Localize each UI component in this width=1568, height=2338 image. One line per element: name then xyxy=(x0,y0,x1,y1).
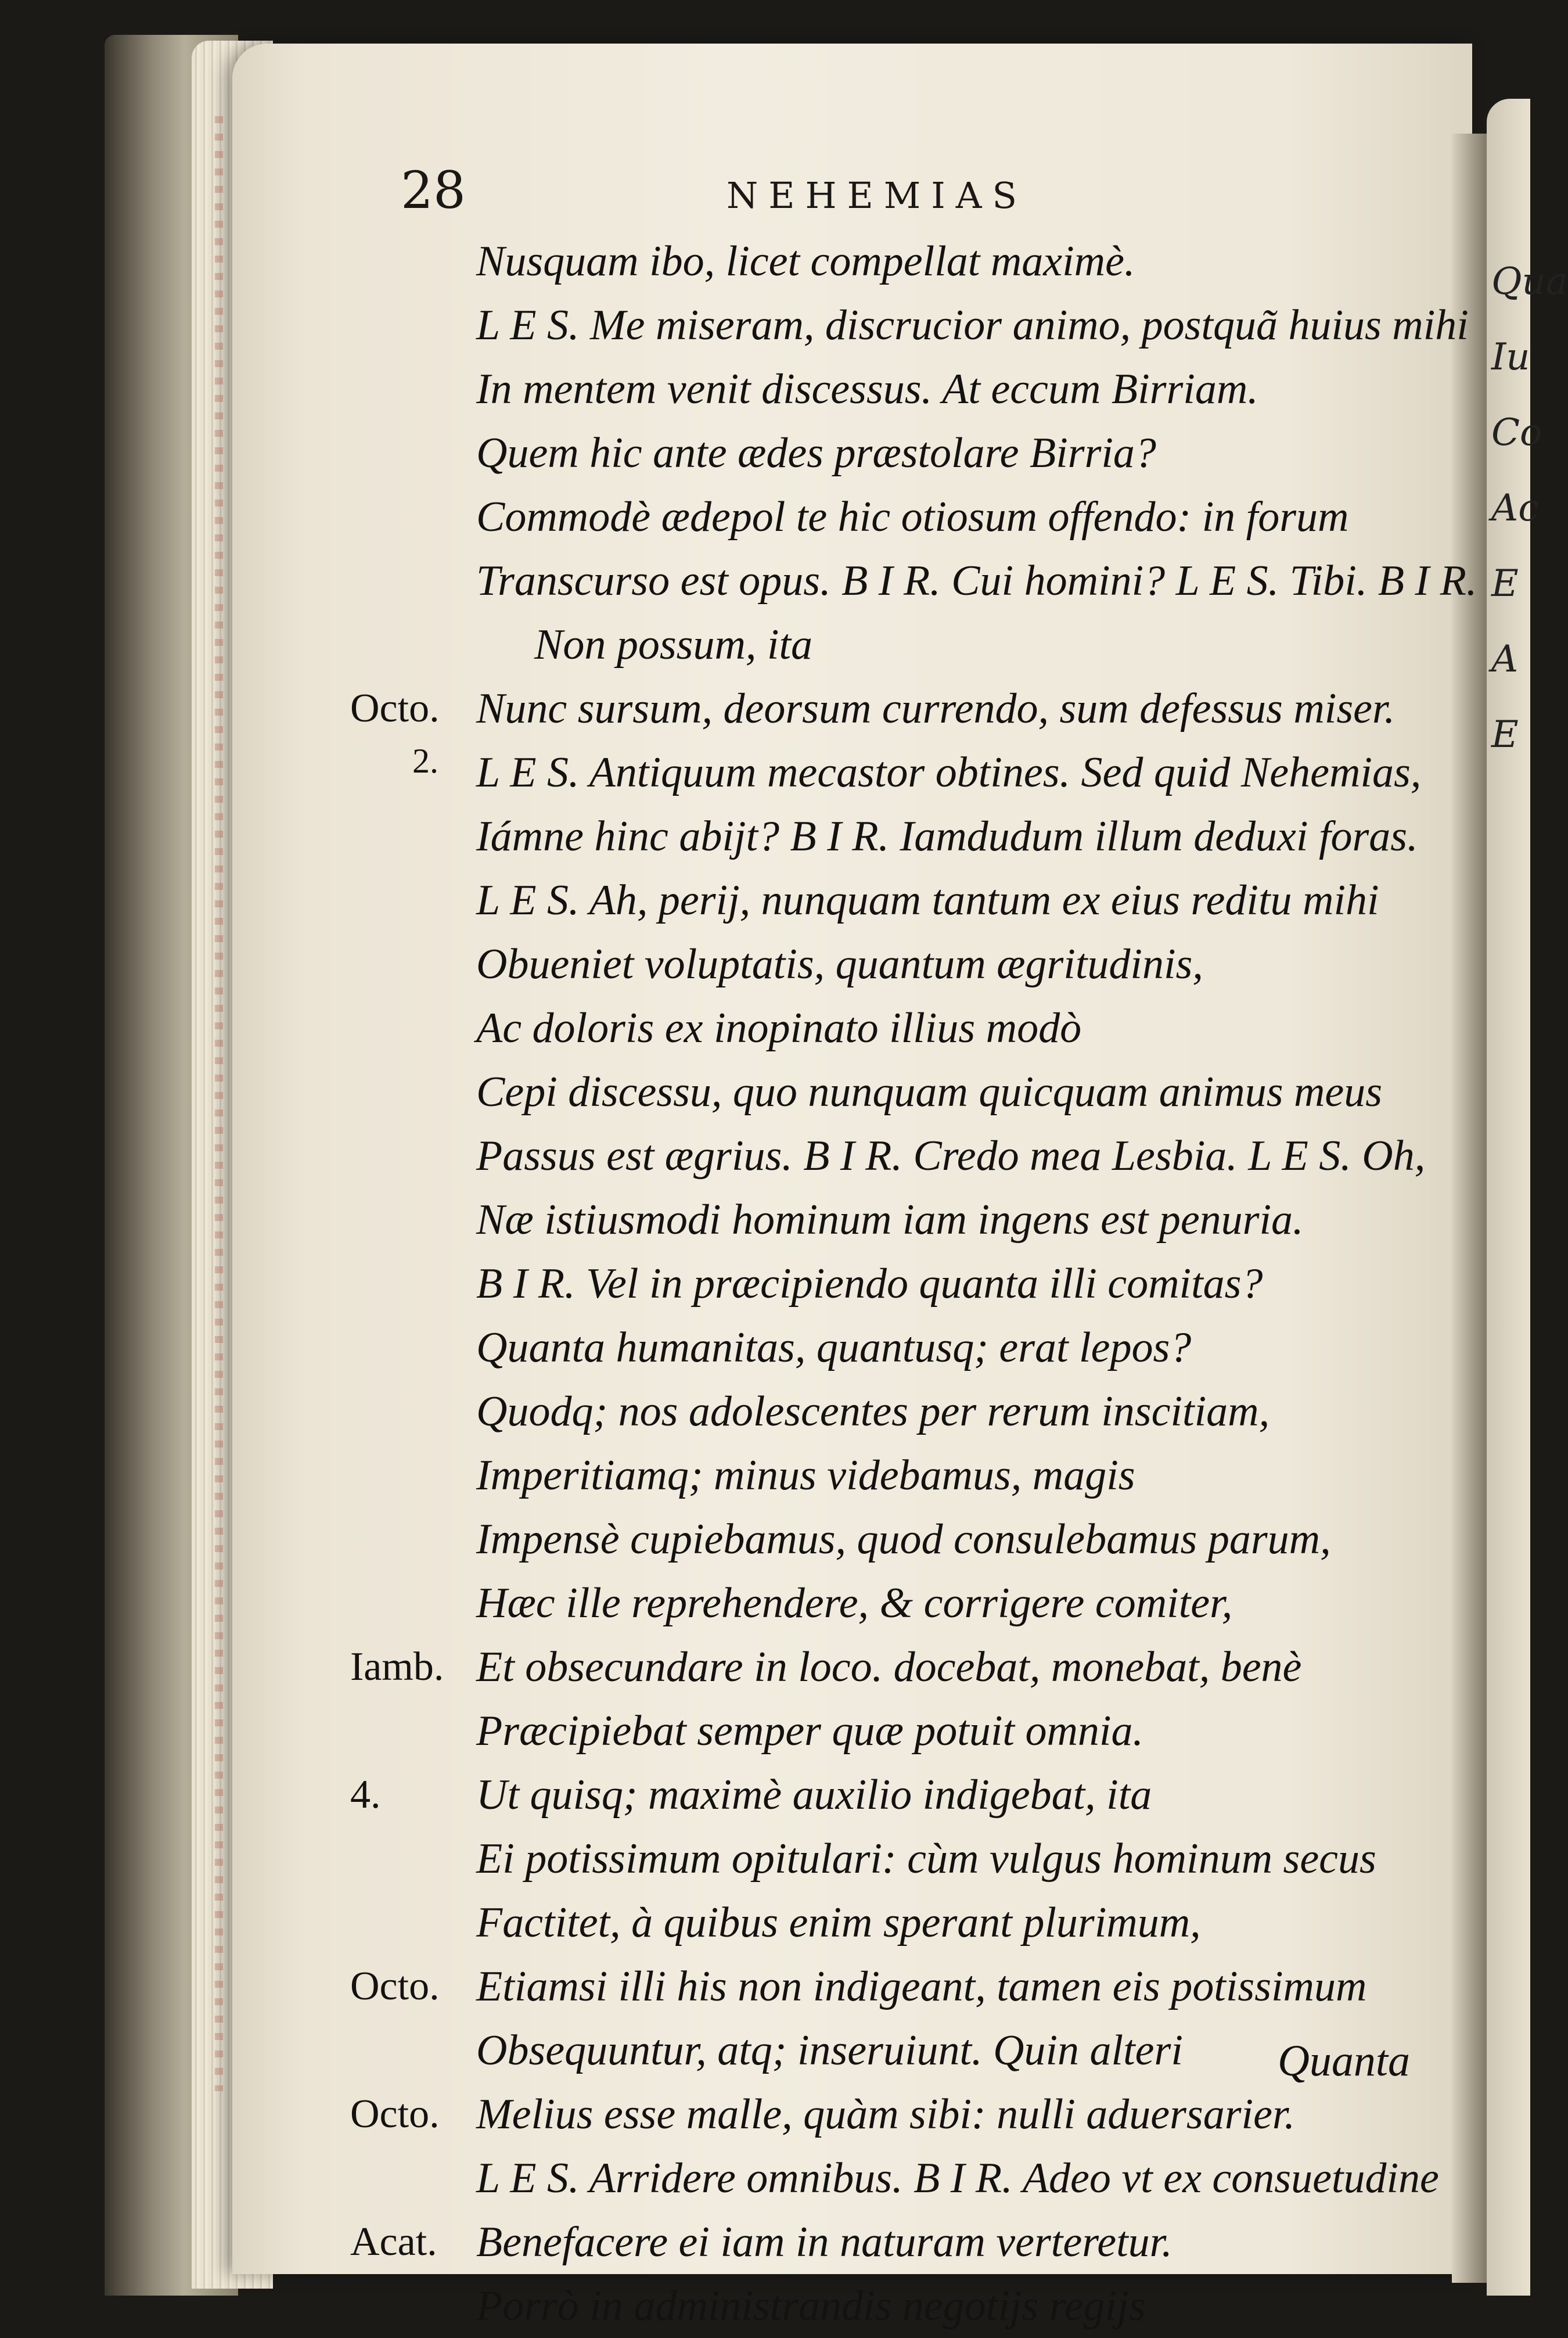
verse-text: Impensè cupiebamus, quod consulebamus parum, xyxy=(476,1515,1331,1563)
running-title: NEHEMIAS xyxy=(726,174,1028,217)
facing-page-fragment: A xyxy=(1491,638,1519,681)
facing-page-fragment: E xyxy=(1491,562,1519,605)
facing-page-fragment: E xyxy=(1491,713,1519,756)
verse-text: Ac doloris ex inopinato illius modò xyxy=(476,1004,1082,1052)
verse-text: Factitet, à quibus enim sperant plurimum, xyxy=(476,1899,1201,1946)
facing-page-fragment: Co xyxy=(1491,411,1542,454)
verse-text: Ut quisq; maximè auxilio indigebat, ita xyxy=(476,1771,1152,1819)
text-line xyxy=(354,357,1458,421)
verse-text: Nusquam ibo, licet compellat maximè. xyxy=(476,238,1135,285)
text-line xyxy=(354,421,1458,485)
verse-text: Quanta humanitas, quantusq; erat lepos? xyxy=(476,1324,1192,1371)
text-line xyxy=(354,229,1458,293)
margin-note: Octo. xyxy=(350,2092,440,2136)
verse-text: Etiamsi illi his non indigeant, tamen eis potissimum xyxy=(476,1963,1367,2010)
catchword: Quanta xyxy=(1278,2037,1410,2085)
verse-text: Transcurso est opus. B I R. Cui homini? L E S. Tibi. B I R. xyxy=(476,557,1477,605)
text-line xyxy=(354,932,1458,996)
page-number: 28 xyxy=(401,160,466,220)
margin-note: Acat. xyxy=(350,2220,437,2264)
verse-text: Ei potissimum opitulari: cùm vulgus hominum secus xyxy=(476,1835,1376,1883)
text-line xyxy=(350,1635,1458,1699)
verse-text: Næ istiusmodi hominum iam ingens est penuria. xyxy=(476,1196,1304,1244)
text-line xyxy=(354,2274,1458,2338)
text-line xyxy=(354,1571,1458,1635)
verse-text: Cepi discessu, quo nunquam quicquam animus meus xyxy=(476,1068,1383,1116)
text-line xyxy=(354,1060,1458,1124)
text-line xyxy=(354,1252,1458,1316)
facing-page-fragment: Iu xyxy=(1491,336,1530,379)
verse-text: Commodè ædepol te hic otiosum offendo: in forum xyxy=(476,493,1349,541)
text-line xyxy=(354,1316,1458,1380)
text-line xyxy=(354,293,1469,357)
verse-text: B I R. Vel in præcipiendo quanta illi comitas? xyxy=(476,1260,1263,1308)
verse-text: Præcipiebat semper quæ potuit omnia. xyxy=(476,1707,1143,1755)
running-head xyxy=(407,174,1220,217)
verse-text: In mentem venit discessus. At eccum Birriam. xyxy=(476,365,1258,413)
verse-text: Melius esse malle, quàm sibi: nulli aduersarier. xyxy=(476,2091,1296,2138)
text-line xyxy=(354,805,1458,868)
text-line xyxy=(350,1955,1458,2019)
facing-page-fragment: Qua xyxy=(1491,260,1568,303)
margin-note: Octo. xyxy=(350,686,440,731)
margin-note: 4. xyxy=(350,1772,381,1817)
facing-page-fragments xyxy=(1491,244,1568,773)
verse-text: Benefacere ei iam in naturam verteretur. xyxy=(476,2218,1173,2266)
margin-note: Octo. xyxy=(350,1964,440,2009)
text-line xyxy=(354,1699,1458,1763)
verse-text: Iámne hinc abijt? B I R. Iamdudum illum deduxi foras. xyxy=(476,813,1418,860)
text-line xyxy=(354,741,1458,805)
text-line xyxy=(354,613,1458,677)
verse-text: L E S. Me miseram, discrucior animo, postquã huius mihi xyxy=(476,301,1469,349)
verse-text: Porrò in administrandis negotijs regijs xyxy=(476,2282,1146,2330)
text-line xyxy=(350,1763,1458,1827)
text-line xyxy=(354,1188,1458,1252)
facing-page-fragment: Ac xyxy=(1491,487,1540,530)
text-line xyxy=(354,1507,1458,1571)
text-line xyxy=(350,2082,1458,2146)
verse-text: Obsequuntur, atq; inseruiunt. Quin alteri xyxy=(476,2027,1183,2074)
verse-text: Non possum, ita xyxy=(534,621,813,669)
verse-text: Passus est ægrius. B I R. Credo mea Lesbia. L E S. Oh, xyxy=(476,1132,1426,1180)
verse-text: L E S. Antiquum mecastor obtines. Sed quid Nehemias, xyxy=(476,749,1422,796)
verse-text: L E S. Ah, perij, nunquam tantum ex eius reditu mihi xyxy=(476,877,1379,924)
margin-note: 2. xyxy=(412,742,438,780)
verse-text: Obueniet voluptatis, quantum ægritudinis, xyxy=(476,940,1203,988)
verse-text: Nunc sursum, deorsum currendo, sum defessus miser. xyxy=(476,685,1396,732)
text-line xyxy=(354,1827,1458,1891)
text-line xyxy=(354,1380,1458,1443)
text-line xyxy=(354,485,1458,549)
text-line xyxy=(350,2210,1458,2274)
red-edge-stain xyxy=(215,116,223,2091)
verse-text: Quem hic ante ædes præstolare Birria? xyxy=(476,429,1156,477)
verse-text: L E S. Arridere omnibus. B I R. Adeo vt ex consuetudine xyxy=(476,2154,1439,2202)
text-line xyxy=(354,1124,1458,1188)
verse-text: Quodq; nos adolescentes per rerum inscitiam, xyxy=(476,1388,1270,1435)
verse-text: Hæc ille reprehendere, & corrigere comiter, xyxy=(476,1579,1233,1627)
verse-text: Et obsecundare in loco. docebat, monebat, benè xyxy=(476,1643,1302,1691)
text-line xyxy=(354,2146,1458,2210)
text-block xyxy=(350,229,1477,2338)
text-line xyxy=(354,996,1458,1060)
text-line xyxy=(354,868,1458,932)
margin-note: Iamb. xyxy=(350,1644,444,1689)
text-line xyxy=(354,549,1477,613)
verse-text: Imperitiamq; minus videbamus, magis xyxy=(476,1452,1135,1499)
text-line xyxy=(354,1443,1458,1507)
text-line xyxy=(354,1891,1458,1955)
